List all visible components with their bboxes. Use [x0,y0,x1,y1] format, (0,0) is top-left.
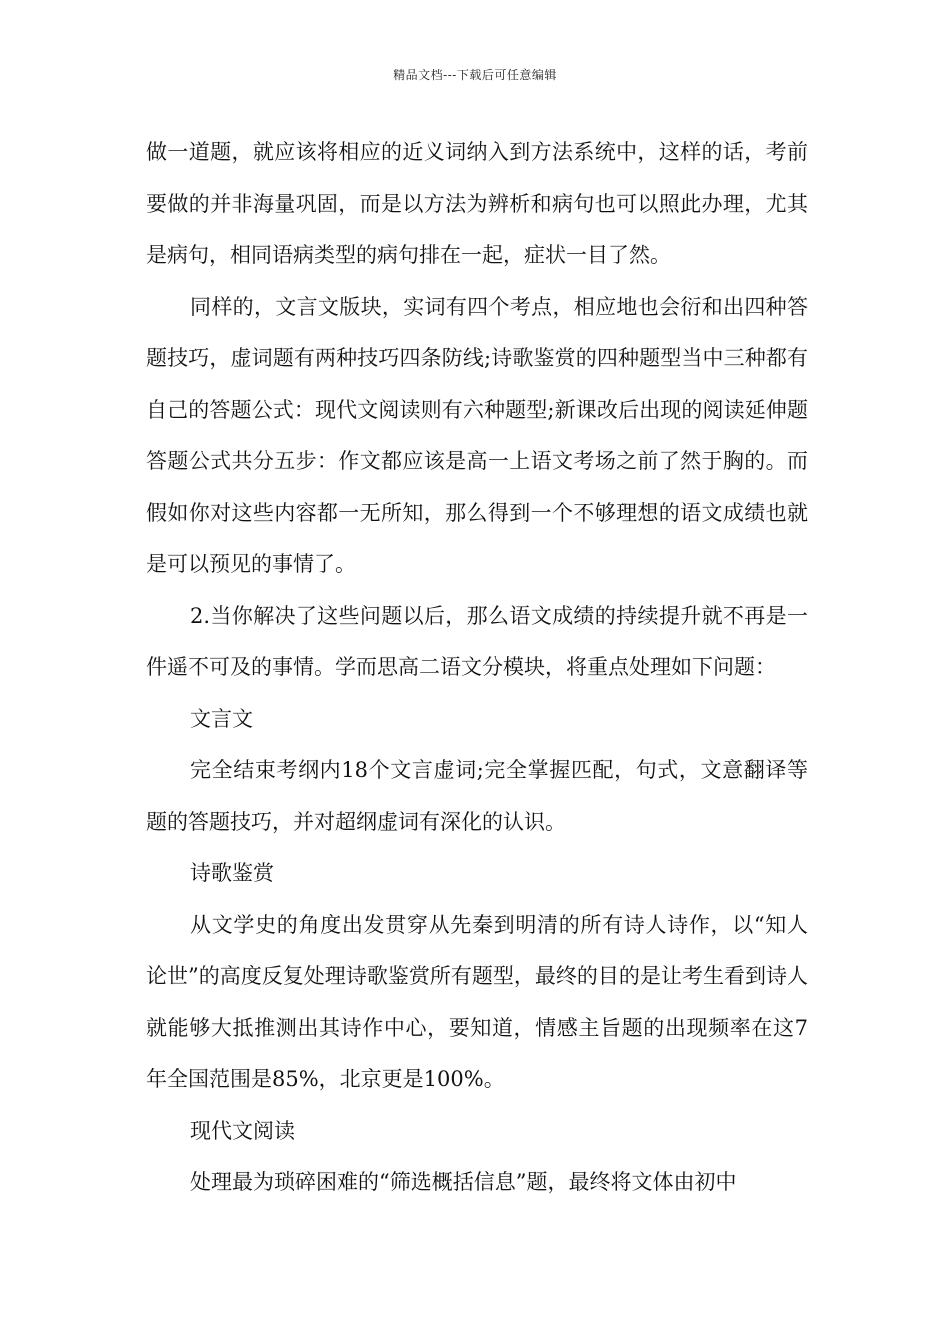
paragraph: 处理最为琐碎困难的“筛选概括信息”题，最终将文体由初中 [190,1170,737,1194]
section-heading-shige-jianshang: 诗歌鉴赏 [190,861,274,885]
paragraph: 完全结束考纲内18个文言虚词;完全掌握匹配，句式，文意翻译等题的答题技巧，并对超纲虚词有深化的认识。 [146,758,808,834]
section-heading-wenyanwen: 文言文 [190,706,253,731]
paragraph: 从文学史的角度出发贯穿从先秦到明清的所有诗人诗作，以“知人论世”的高度反复处理诗歌鉴赏所有题型，最终的目的是让考生看到诗人就能够大抵推测出其诗作中心，要知道，情感主旨题的出现频率在这7年全国范围是85%，北京更是100%。 [146,912,808,1091]
paragraph: 2.当你解决了这些问题以后，那么语文成绩的持续提升就不再是一件遥不可及的事情。学而思高二语文分模块，将重点处理如下问题： [146,603,808,679]
paragraph: 同样的，文言文版块，实词有四个考点，相应地也会衍和出四种答题技巧，虚词题有两种技巧四条防线;诗歌鉴赏的四种题型当中三种都有自己的答题公式：现代文阅读则有六种题型;新课改后出现的阅读延伸题答题公式共分五步：作文都应该是高一上语文考场之前了然于胸的。而假如你对这些内容都一无所知，那么得到一个不够理想的语文成绩也就是可以预见的事情了。 [146,294,808,576]
document-body [146,127,808,1209]
paragraph-continuation: 做一道题，就应该将相应的近义词纳入到方法系统中，这样的话，考前要做的并非海量巩固，而是以方法为辨析和病句也可以照此办理，尤其是病句，相同语病类型的病句排在一起，症状一目了然。 [146,140,808,267]
page-header: 精品文档---下载后可任意编辑 [393,68,557,82]
section-heading-xiandaiwen-yuedu: 现代文阅读 [190,1118,295,1143]
